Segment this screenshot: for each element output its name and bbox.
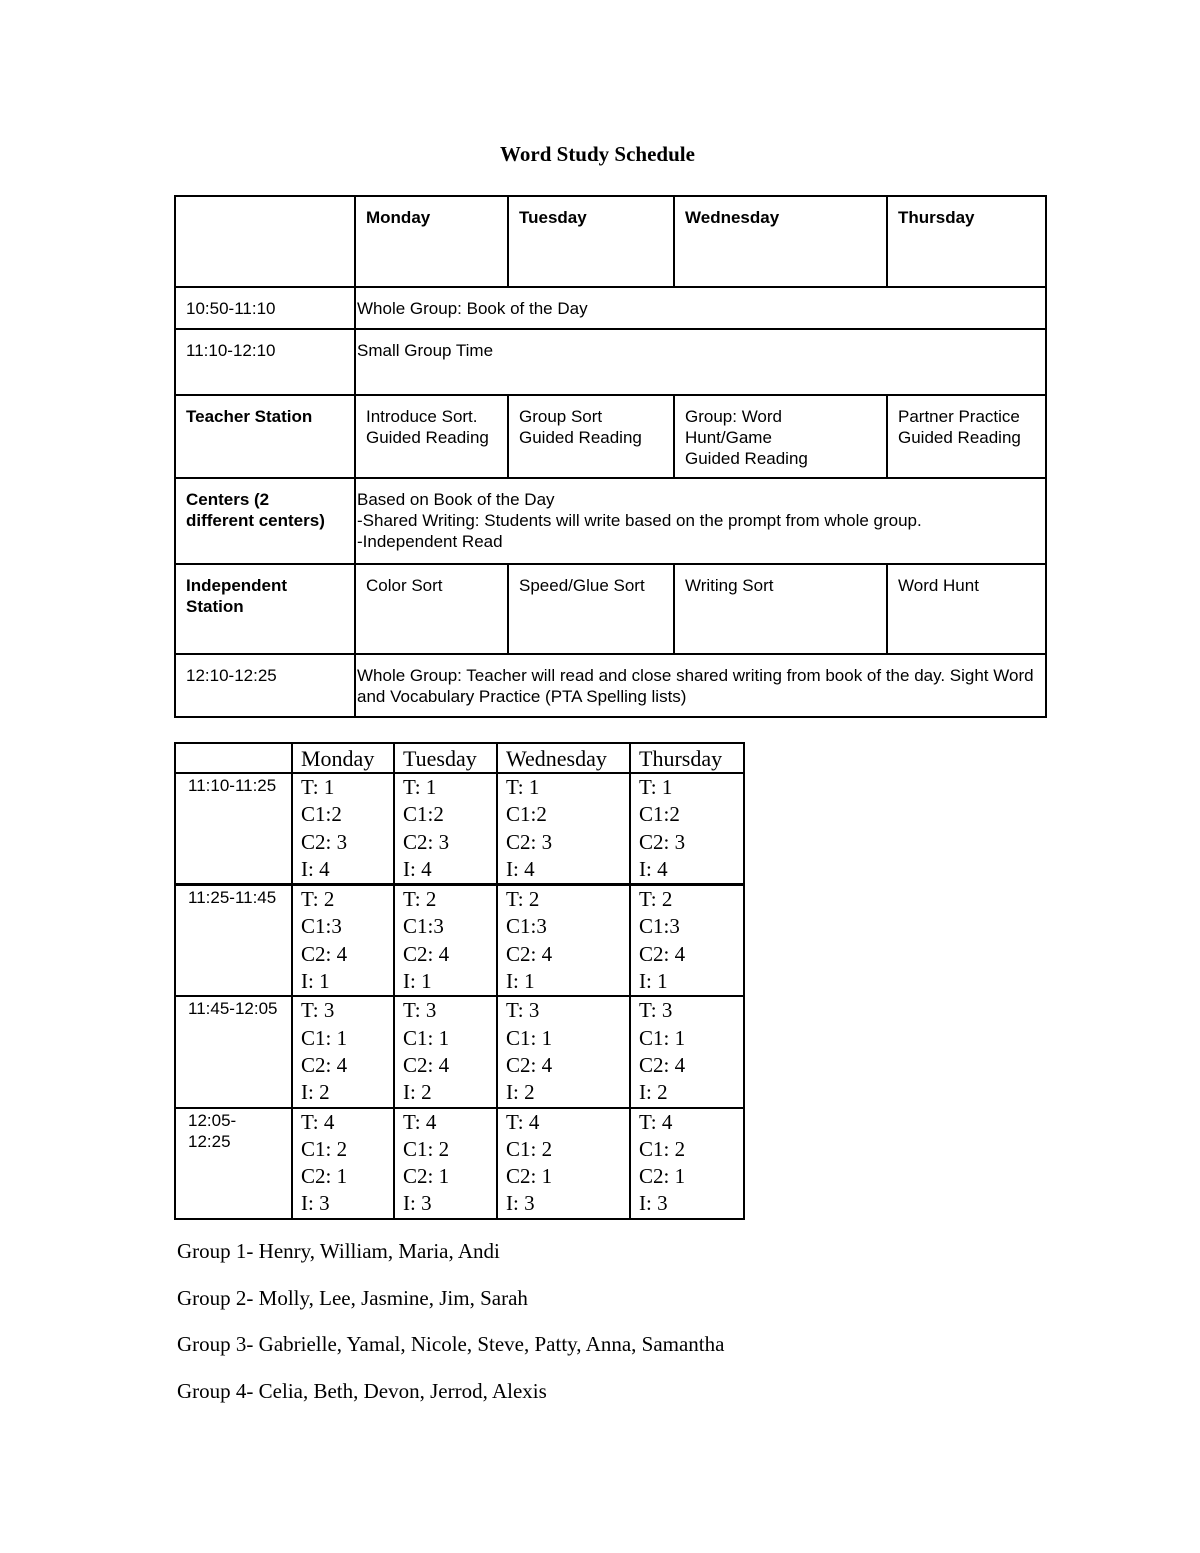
rotation-cell [292,773,394,885]
schedule-row [175,395,1046,478]
assignment-center2: C2: 4 [301,941,348,966]
assignment-independent: I: 2 [403,1080,432,1105]
rotation-day-wednesday: Wednesday [497,743,630,773]
assignment-teacher: T: 2 [506,887,540,912]
schedule-row [175,564,1046,654]
assignment-independent: I: 3 [506,1191,535,1216]
schedule-row [175,329,1046,395]
group-item: Group 1- Henry, William, Maria, Andi [177,1239,500,1263]
assignment-center1: C1: 1 [301,1025,348,1050]
row-label: Centers (2 different centers) [175,478,355,564]
rotation-cell [292,885,394,997]
assignment-center2: C2: 1 [639,1164,686,1189]
rotation-cell [394,1108,497,1219]
row-span-cell: Whole Group: Teacher will read and close shared writing from book of the day. Sight Word and Vocabulary Practice (PTA Spelling lists) [355,654,1046,717]
assignment-center2: C2: 4 [403,1052,450,1077]
rotation-cell [394,996,497,1107]
rotation-cell [497,1108,630,1219]
assignment-independent: I: 1 [506,969,535,994]
rotation-cell [497,773,630,885]
group-item: Group 4- Celia, Beth, Devon, Jerrod, Alexis [177,1378,547,1403]
row-span-cell: Based on Book of the Day -Shared Writing: Students will write based on the prompt from whole group. -Independent Read [355,478,1046,564]
group-list [177,1236,724,1422]
assignment-center1: C1: 1 [506,1025,553,1050]
assignment-center2: C2: 4 [301,1052,348,1077]
assignment-center1: C1:2 [639,802,680,827]
assignment-center2: C2: 3 [506,829,553,854]
assignment-teacher: T: 3 [506,998,540,1023]
assignment-independent: I: 4 [639,856,668,881]
row-span-cell: Small Group Time [355,329,1046,395]
assignment-independent: I: 2 [301,1080,330,1105]
rotation-header-row [175,743,744,773]
schedule-row [175,287,1046,329]
assignment-center2: C2: 3 [639,829,686,854]
schedule-cell: Word Hunt [887,564,1046,654]
assignment-teacher: T: 2 [639,887,673,912]
rotation-table [174,742,745,1220]
assignment-teacher: T: 4 [506,1109,540,1134]
schedule-cell: Writing Sort [674,564,887,654]
assignment-center1: C1:2 [403,802,444,827]
schedule-cell: Speed/Glue Sort [508,564,674,654]
rotation-time: 11:25-11:45 [175,885,292,997]
assignment-center1: C1: 1 [639,1025,686,1050]
assignment-center1: C1:3 [403,914,444,939]
assignment-teacher: T: 1 [301,775,335,799]
rotation-time: 12:05- 12:25 [175,1108,292,1219]
assignment-independent: I: 1 [403,969,432,994]
assignment-independent: I: 3 [301,1191,330,1216]
day-header-thursday: Thursday [887,196,1046,287]
assignment-independent: I: 4 [506,856,535,881]
assignment-center2: C2: 4 [506,941,553,966]
assignment-independent: I: 2 [506,1080,535,1105]
assignment-teacher: T: 4 [301,1109,335,1134]
row-label: 12:10-12:25 [175,654,355,717]
assignment-center1: C1:3 [301,914,342,939]
row-span-cell: Whole Group: Book of the Day [355,287,1046,329]
assignment-center2: C2: 4 [639,1052,686,1077]
assignment-teacher: T: 2 [403,887,437,912]
schedule-cell: Color Sort [355,564,508,654]
rotation-cell [394,885,497,997]
assignment-teacher: T: 1 [639,775,673,799]
rotation-day-monday: Monday [292,743,394,773]
day-header-wednesday: Wednesday [674,196,887,287]
assignment-center2: C2: 3 [301,829,348,854]
assignment-center2: C2: 4 [639,941,686,966]
rotation-row [175,1108,744,1219]
assignment-center1: C1: 2 [301,1136,348,1161]
assignment-center2: C2: 3 [403,829,450,854]
rotation-cell [292,996,394,1107]
rotation-time: 11:45-12:05 [175,996,292,1107]
assignment-independent: I: 2 [639,1080,668,1105]
assignment-teacher: T: 4 [639,1109,673,1134]
assignment-center1: C1: 1 [403,1025,450,1050]
rotation-cell [497,885,630,997]
day-header-monday: Monday [355,196,508,287]
group-item: Group 2- Molly, Lee, Jasmine, Jim, Sarah [177,1285,528,1310]
assignment-teacher: T: 3 [403,998,437,1023]
row-label: 10:50-11:10 [175,287,355,329]
assignment-center2: C2: 4 [506,1052,553,1077]
schedule-corner-cell [175,196,355,287]
assignment-center1: C1: 2 [506,1136,553,1161]
assignment-independent: I: 3 [639,1191,668,1216]
assignment-teacher: T: 2 [301,887,335,912]
assignment-independent: I: 1 [639,969,668,994]
group-item: Group 3- Gabrielle, Yamal, Nicole, Steve, Patty, Anna, Samantha [177,1332,725,1356]
assignment-center2: C2: 1 [403,1164,450,1189]
assignment-independent: I: 4 [301,856,330,881]
rotation-corner-cell [175,743,292,773]
assignment-center2: C2: 1 [301,1164,348,1189]
assignment-independent: I: 4 [403,856,432,881]
schedule-row [175,654,1046,717]
row-label: 11:10-12:10 [175,329,355,395]
schedule-table [174,195,1047,718]
assignment-independent: I: 1 [301,969,330,994]
assignment-center1: C1:2 [506,802,547,827]
rotation-cell [630,1108,744,1219]
assignment-independent: I: 3 [403,1191,432,1216]
assignment-teacher: T: 3 [301,998,335,1023]
rotation-cell [394,773,497,885]
day-header-tuesday: Tuesday [508,196,674,287]
assignment-center1: C1: 2 [639,1136,686,1161]
rotation-row [175,996,744,1107]
page-title: Word Study Schedule [500,142,695,166]
assignment-center2: C2: 1 [506,1164,553,1189]
rotation-day-thursday: Thursday [630,743,744,773]
assignment-center2: C2: 4 [403,941,450,966]
assignment-teacher: T: 1 [506,775,540,799]
schedule-cell: Group Sort Guided Reading [508,395,674,478]
assignment-center1: C1: 2 [403,1136,450,1161]
schedule-cell: Partner Practice Guided Reading [887,395,1046,478]
assignment-teacher: T: 1 [403,775,437,799]
assignment-center1: C1:3 [506,914,547,939]
assignment-teacher: T: 4 [403,1109,437,1134]
assignment-center1: C1:3 [639,914,680,939]
rotation-cell [497,996,630,1107]
assignment-teacher: T: 3 [639,998,673,1023]
rotation-row [175,773,744,885]
schedule-cell: Introduce Sort. Guided Reading [355,395,508,478]
rotation-cell [630,885,744,997]
rotation-cell [630,996,744,1107]
schedule-row [175,478,1046,564]
schedule-header-row [175,196,1046,287]
assignment-center1: C1:2 [301,802,342,827]
row-label: Independent Station [175,564,355,654]
schedule-cell: Group: Word Hunt/Game Guided Reading [674,395,887,478]
row-label: Teacher Station [175,395,355,478]
rotation-cell [292,1108,394,1219]
rotation-row [175,885,744,997]
rotation-time: 11:10-11:25 [175,773,292,885]
rotation-cell [630,773,744,885]
rotation-day-tuesday: Tuesday [394,743,497,773]
